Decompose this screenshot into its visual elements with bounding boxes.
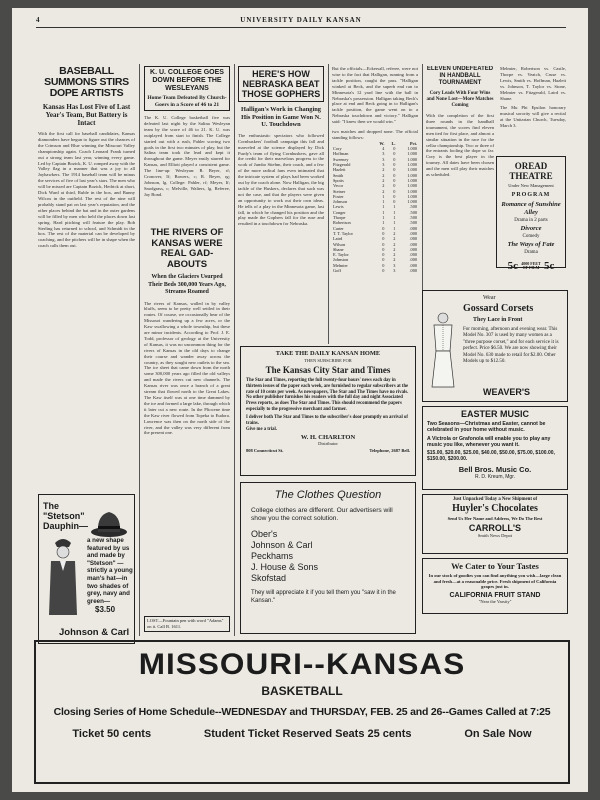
standings-cell: 2 [393, 241, 396, 247]
standings-cell: Thorpe [333, 215, 346, 221]
huylers-chocolates-ad [422, 494, 568, 554]
standings-cell: .000 [409, 236, 417, 242]
standings-header-cell: W. [379, 140, 385, 146]
standings-cell: Carter [333, 225, 344, 231]
clothes-footer: They will appreciate it if you tell them you "saw it in the Kansan." [251, 590, 396, 604]
standings-cell: .000 [409, 225, 417, 231]
oread-theatre-ad [496, 156, 566, 272]
standings-cell: 0 [382, 236, 385, 242]
standings-cell: Goff [333, 268, 342, 273]
column-rule [139, 64, 140, 344]
corsets-brand: Gossard Corsets [463, 303, 534, 314]
standings-cell: Wilson [333, 241, 346, 247]
standings-cell: 1.000 [407, 183, 417, 189]
standings-cell: 1.000 [407, 172, 417, 178]
hat-icon [89, 505, 129, 541]
star-ad-name: The Kansas City Star and Times [265, 365, 391, 375]
standings-cell: 0 [393, 167, 396, 173]
stetson-line1: The [43, 501, 60, 511]
column-2-rivers [144, 228, 230, 636]
page-number: 4 [36, 16, 41, 24]
standings-cell: .500 [409, 209, 417, 215]
clothes-title: The Clothes Question [274, 489, 382, 501]
standings-cell: 0 [393, 193, 396, 199]
theatre-program-item: Divorce [520, 225, 542, 232]
standings-cell: 3 [382, 162, 385, 168]
standings-cell: Cory [333, 146, 342, 152]
standings-cell: 0 [393, 188, 396, 194]
standings-cell: 2 [393, 257, 396, 263]
nebraska-article-cont: But the officials—Eckersall, referee, were not wise to the fact that Halligan, running from a tackle position, caught the pass. "Halligan winked at Beck, and the superb end ran to Minnesota's 12 yard line with the ball in Nebraska's possession. Halligan taking Beck's place at end and Beck going in to Halligan's tackle position, the game went on to a Nebraska touchdown and victory." Halligan said: "I knew then we would win." [332, 66, 418, 125]
theatre-sub: Under New Management [508, 183, 554, 188]
column-rule [234, 64, 235, 344]
standings-cell: 1 [393, 220, 396, 226]
standings-cell: .000 [409, 241, 417, 247]
huyler-send: Send Us Her Name and Address, We Do The Rest [447, 516, 543, 521]
stetson-price: $3.50 [95, 605, 116, 614]
corsets-body: For morning, afternoon and evening wear. This Model No. 307 is used by many women as a "three purpose corset," and for each service it is perfect. Price $6.50. We are now showing their Model No. 630 made to retail for $2.00. Other Models up to $12.50. [463, 327, 559, 365]
standings-cell: .000 [409, 257, 417, 263]
star-ad-sub: THEN SUBSCRIBE FOR [304, 358, 352, 363]
standings-cell: 1.000 [407, 146, 417, 152]
handball-article: With the completion of the first three rounds in the handball tournament, the scores find eleven men tied for first place, and almost a similar situation in the race for the cellar championship. Two or three of the entrants fooling the dope so far. Cory is the best player in the tourney. All dates have been chosen and the men will play their matches as scheduled. [426, 113, 494, 178]
banner-schedule: Closing Series of Home Schedule--WEDNESDAY and THURSDAY, FEB. 25 and 26--Games Called at 7:25 [53, 706, 551, 718]
standings-cell: 1 [382, 209, 385, 215]
baseball-subhead: Kansas Has Lost Five of Last Year's Team, But Battery is Intact [42, 103, 131, 127]
standings-cell: Conger [333, 209, 346, 215]
standings-cell: 2 [382, 177, 385, 183]
standings-cell: 4 [382, 146, 385, 152]
banner-title: MISSOURI--KANSAS [138, 648, 466, 681]
standings-cell: .000 [409, 262, 417, 268]
standings-cell: 0 [393, 156, 396, 162]
corset-figure-icon [426, 311, 460, 389]
standings-header-cell: Pct. [409, 140, 417, 146]
standings-cell: 0 [382, 257, 385, 263]
theatre-program-item: The Ways of Fate [507, 241, 555, 248]
theatre-program-list [497, 201, 565, 257]
theatre-program-item: Comedy [522, 234, 540, 239]
theatre-program-item: Drama [524, 250, 538, 255]
star-ad-body: The Star and Times, reporting the full twenty-four hours' news each day in thirteen issues of the paper each week, are furnished to regular subscribers at the rate of 10 cents per week. As newspapers, The Star and The Times have no rivals. No other publisher furnishes his readers with the full day and night Associated Press reports, as does The Star and Times. This should recommend the papers especially to the progressive merchant and farmer. [246, 378, 409, 412]
standings-cell: .000 [409, 230, 417, 236]
standings-cell: Foster [333, 193, 344, 199]
standings-cell: 0 [393, 146, 396, 152]
standings-cell: 1.000 [407, 151, 417, 157]
column-4 [332, 66, 418, 344]
standings-cell: 0 [393, 177, 396, 183]
standings-header-cell: L. [391, 140, 396, 146]
nebraska-subhead: Halligan's Work in Changing His Position in Game Won N. U. Touchdown [241, 106, 321, 129]
basketball-banner-ad [34, 640, 570, 784]
column-2-top [144, 66, 230, 222]
star-ad-title: TAKE THE DAILY KANSAN HOME [275, 350, 381, 357]
newspaper-page [12, 8, 588, 792]
stetson-hat-ad [38, 494, 135, 644]
standings-cell: 1 [393, 225, 396, 231]
standings-cell: .000 [409, 268, 417, 273]
stetson-body: a new shape featured by us and made by "Stetson" — strictly a young man's hat—in two shades of grey, navy and green— [87, 537, 133, 605]
standings-cell: 1 [382, 204, 385, 210]
man-figure-icon [43, 535, 83, 623]
standings-cell: 1.000 [407, 162, 417, 168]
corsets-store: WEAVER'S [483, 387, 530, 397]
column-1 [38, 66, 135, 486]
standings-cell: 1.000 [407, 199, 417, 205]
standings-cell: Steiner [333, 188, 346, 194]
banner-sale: On Sale Now [464, 728, 532, 740]
clothes-advertisers [251, 529, 405, 584]
theatre-program-item: Romance of Sunshine Alley [501, 201, 561, 216]
standings-cell: 0 [382, 241, 385, 247]
standings-cell: .000 [409, 246, 417, 252]
star-ad-deliver: I deliver both The Star and Times to the subscriber's door promptly on arrival of trains. [246, 414, 408, 426]
standings-cell: 2 [382, 183, 385, 189]
clothes-advertiser-name: Peckhams [251, 551, 294, 561]
clothes-advertiser-name: Skofstad [251, 573, 287, 583]
kc-star-times-ad [240, 346, 416, 476]
standings-cell: Spotts [333, 177, 344, 183]
theatre-price-mid: 4000 FEET OF FILM [521, 260, 541, 270]
rivers-subhead: When the Glaciers Usurped Their Beds 300,000 Years Ago, Streams Roamed [148, 274, 226, 295]
standings-cell: 1 [382, 215, 385, 221]
college-headline: K. U. COLLEGE GOES DOWN BEFORE THE WESLEYANS [150, 69, 224, 92]
standings-cell: Melmier [333, 262, 348, 268]
clothes-advertiser-name: J. House & Sons [251, 562, 319, 572]
standings-cell: Shane [333, 246, 344, 252]
standings-cell: 0 [382, 268, 385, 273]
standings-cell: Johnston [333, 257, 349, 263]
huyler-store: CARROLL'S [468, 523, 522, 533]
theatre-program-label: PROGRAM [511, 192, 551, 198]
standings-cell: 3 [393, 262, 396, 268]
baseball-article: With the first call for baseball candidates, Kansas diamonders have begun to figure out the chances of the Crimson and Blue winning the Missouri Valley championship again. Coach Leonard Frank turned out a strong team last year, winning every game. Led by Captain Bozick, K. U. romped away with the Valley flag in a manner that was a joy to all Jayhawkers. The 1914 baseball team will be minus the services of five of last year's stars. The men who will be missed are Captain Bozick, Hedrick at short, Dick Ward at third, Ruble in the box, and Bunny Wilcox in the outfield. The rest of the nine will probably stand pat on last year's reputation, and the other places behind the bat and in the outer gardens will be filled by men who held the places down last spring. Hard pitching will feature the play. Bob Sterling has returned to school, and Schmidt in the box. The rest of the material can be developed by coaching, and the pitchers will be in shape when the coach calls them out. [38, 131, 135, 249]
theatre-title: OREAD THEATRE [509, 161, 553, 181]
column-rule [234, 344, 235, 636]
standings-cell: 0 [382, 225, 385, 231]
easter-store: Bell Bros. Music Co. [458, 464, 532, 474]
standings-cell: 1.000 [407, 188, 417, 194]
star-ad-phone: Telephone, 2687 Bell. [369, 448, 410, 454]
nebraska-article: The enthusiastic spectators who followed Cornhuskers' football campaign this fall and marveled at the science displayed by Dick Purdy's team of flying Cornhuskers, gave all the credit for their marvelous progress to the work of Jumbo Stiehm, their coach, and a few of the more radical fans even intimated that the intricate system of plays had been worked out by the coach alone. Now Halligan, the big tackle of the Huskers, declares that such was not the case, and that the players were given an opportunity to work out their own ideas. He tells of a play in the Minnesota game, last fall, in which he changed his position and the play made the Gophers fall for the ruse and resulted in a touchdown for Nebraska. [238, 132, 324, 227]
star-ad-give: Give me a trial. [246, 427, 277, 433]
rivers-article: The rivers of Kansas, walled in by valley bluffs, seem to be pretty well settled in their routes. Of course, we occasionally hear of the Missouri wandering up a few acres, or the Kaw swallowing a whole township, but these are minor incidents. According to Prof. J. E. Todd, professor of geology at the University of Kansas, it was no uncommon thing for the rivers of Kansas in the old days to change their course and wander away across the country, as they sought new outlets to the sea. The ice sheet that came down from the north some 300,000 years ago filled the old valleys and made the rivers cut new channels. The Kansas river was once a branch of a great stream that flowed north to the Great Lakes. The Kaw itself was at one time dammed by the ice and formed a large lake, through which it later cut a new route. In the Pliocene time the Kaw river flowed from Topeka to Eudora. Lawrence was then on the north side of the river, and the valley was very different from the present one. [144, 300, 230, 436]
standings-cell: 2 [393, 252, 396, 258]
standings-cell: .000 [409, 252, 417, 258]
nebraska-headline: HERE'S HOW NEBRASKA BEAT THOSE GOPHERS [241, 69, 321, 99]
college-article: The K. U. College basketball five was defeated last night by the Salina Wesleyan team by the score of 46 to 21. K. U. was outplayed from start to finish. The College started out with a rush, Pahler scoring two goals in the first two minutes of play, but the Salina team took the lead and kept it throughout the game. Meyer easily starred for Kansas, and Elliott played a consistent game. The line-up: Wesleyan: R. Beyer, rf; Cronover, If; Bowers, c; R. Beyer, rg; Johnson, lg. College: Pahler, rf; Meyer, If; Snodgrass, c; Melville, Walters, lg. Referee, Jay Bond. [144, 115, 230, 197]
star-ad-agent-title: Distributor [318, 441, 338, 447]
easter-manager: R. D. Kreum, Mgr. [474, 473, 515, 480]
clothes-advertiser-name: Johnson & Carl [251, 540, 313, 550]
page-header [36, 14, 566, 28]
standings-cell: Laird [333, 236, 343, 242]
easter-music-ad [422, 406, 568, 490]
standings-cell: 2 [393, 246, 396, 252]
huyler-brand: Huyler's Chocolates [452, 503, 538, 514]
column-3 [238, 66, 324, 344]
standings-cell: Fitzgerald [333, 162, 351, 168]
matches-schedule: Melmier, Robertson vs. Castle, Thorpe vs. Veatch, Cruse vs. Lewis, Smith vs. Hoffman, Hazlett vs. Johnson, T. Taylor vs. Stone, Melmier vs. Fitzgerald, Laird vs. Shane. [500, 66, 566, 101]
column-rule [139, 344, 140, 636]
rivers-headline: THE RIVERS OF KANSAS WERE REAL GAD-ABOUTS [150, 228, 224, 270]
banner-student-ticket: Student Ticket Reserved Seats 25 cents [203, 728, 412, 740]
standings-cell: 2 [393, 236, 396, 242]
standings-cell: Hoffman [333, 151, 349, 157]
star-ad-agent: W. H. CHARLTON [300, 434, 356, 442]
huyler-lead: Just Unpacked Today a New Shipment of [452, 497, 538, 502]
standings-cell: 2 [393, 230, 396, 236]
banner-sport: BASKETBALL [261, 684, 343, 698]
standings-cell: 0 [393, 162, 396, 168]
standings-cell: 3 [382, 156, 385, 162]
standings-cell: 0 [382, 230, 385, 236]
theatre-price-right: 5c [544, 260, 555, 272]
easter-title: EASTER MUSIC [460, 409, 529, 419]
standings-cell: 2 [382, 172, 385, 178]
standings-cell: 1 [382, 199, 385, 205]
clothes-lead: College clothes are different. Our advertisers will show you the correct solution. [251, 507, 393, 522]
corsets-wear: Wear [483, 295, 496, 301]
column-rule [328, 64, 329, 344]
huyler-sub: Smith News Depot [477, 533, 513, 538]
standings-cell: 0 [393, 172, 396, 178]
lost-classified-ad [144, 616, 230, 632]
handball-intro: two matches and dropped none. The official standing follows: [332, 129, 418, 140]
standings-cell: Johnson [333, 199, 348, 205]
standings-cell: 1.000 [407, 167, 417, 173]
standings-cell: Sweeney [333, 156, 349, 162]
fruit-stand-ad [422, 558, 568, 614]
college-subhead: Home Team Defeated By Church-Goers in a Score of 46 to 21 [147, 95, 227, 108]
standings-cell: Vecor [333, 183, 344, 189]
lost-ad-text: LOST—Fountain pen with word "Adams" on it. Call B. 1611. [147, 618, 224, 629]
standings-cell: Robertson [333, 220, 351, 226]
standings-cell: 3 [382, 151, 385, 157]
fruit-title: We Cater to Your Tastes [451, 561, 539, 571]
stetson-store: Johnson & Carl [59, 627, 130, 638]
stetson-line2: "Stetson" [43, 511, 85, 521]
fruit-body: In our stock of goodies you can find anything you wish—large clean and fresh—at a reasonable price. Fresh shipment of California grapes just in. [428, 573, 562, 590]
standings-cell: 1 [382, 193, 385, 199]
clothes-advertiser-name: Ober's [251, 529, 278, 539]
corsets-tag: They Lace in Front [473, 317, 523, 323]
theatre-program-item: Drama in 2 parts [514, 218, 548, 223]
standings-cell: 1 [393, 204, 396, 210]
handball-headline: ELEVEN UNDEFEATED IN HANDBALL TOURNAMENT [426, 66, 494, 86]
gossard-corsets-ad [422, 290, 568, 402]
standings-cell: 0 [393, 199, 396, 205]
handball-subhead: Cory Leads With Four Wins and None Lost—More Matches Coming [426, 91, 494, 108]
standings-cell: 1.000 [407, 193, 417, 199]
standings-cell: 0 [382, 262, 385, 268]
handball-standings-table [332, 141, 418, 273]
standings-cell: E. Taylor [333, 252, 349, 258]
stetson-line3: Dauphin— [43, 521, 88, 531]
standings-cell: .500 [409, 204, 417, 210]
standings-cell: 1 [382, 220, 385, 226]
standings-cell: 1.000 [407, 177, 417, 183]
standings-cell: 2 [382, 188, 385, 194]
standings-cell: 0 [382, 246, 385, 252]
standings-cell: 1.000 [407, 156, 417, 162]
star-ad-address: 808 Connecticut St. [246, 448, 284, 454]
standings-cell: .500 [409, 215, 417, 221]
standings-cell: 0 [393, 183, 396, 189]
fruit-sub: "Near the Varsity" [478, 598, 512, 604]
recital-note: The Mu Phi Epsilon honorary musical sorority will give a recital at the Unitarian Church, Tuesday, March 3. [500, 105, 566, 129]
baseball-headline: BASEBALL SUMMONS STIRS DOPE ARTISTS [44, 66, 129, 99]
standings-cell: 0 [382, 252, 385, 258]
standings-cell: 1 [393, 215, 396, 221]
standings-cell: Hazlett [333, 167, 346, 173]
fruit-store: CALIFORNIA FRUIT STAND [449, 591, 541, 599]
standings-cell: 3 [393, 268, 396, 273]
easter-body2: A Victrola or Grafonola will enable you to play any music you like, whenever you want it. [427, 435, 551, 448]
standings-cell: T. T. Taylor [333, 230, 353, 236]
standings-cell: Lewis [333, 204, 344, 210]
banner-ticket: Ticket 50 cents [72, 728, 152, 740]
easter-body: Two Seasons—Christmas and Easter, cannot be celebrated in your home without music. [427, 421, 546, 434]
clothes-question-ad [240, 482, 416, 634]
standings-cell: 0 [393, 151, 396, 157]
standings-cell: 1 [393, 209, 396, 215]
standings-row [332, 268, 418, 273]
standings-cell: 2 [382, 167, 385, 173]
standings-cell: .500 [409, 220, 417, 226]
easter-prices: $15.00, $20.00, $25.00, $40.00, $50.00, $75.00, $100.00, $150.00, $200.00. [427, 450, 555, 463]
standings-cell: Smith [333, 172, 344, 178]
masthead-title: UNIVERSITY DAILY KANSAN [240, 16, 362, 24]
theatre-price-left: 5c [507, 260, 518, 272]
